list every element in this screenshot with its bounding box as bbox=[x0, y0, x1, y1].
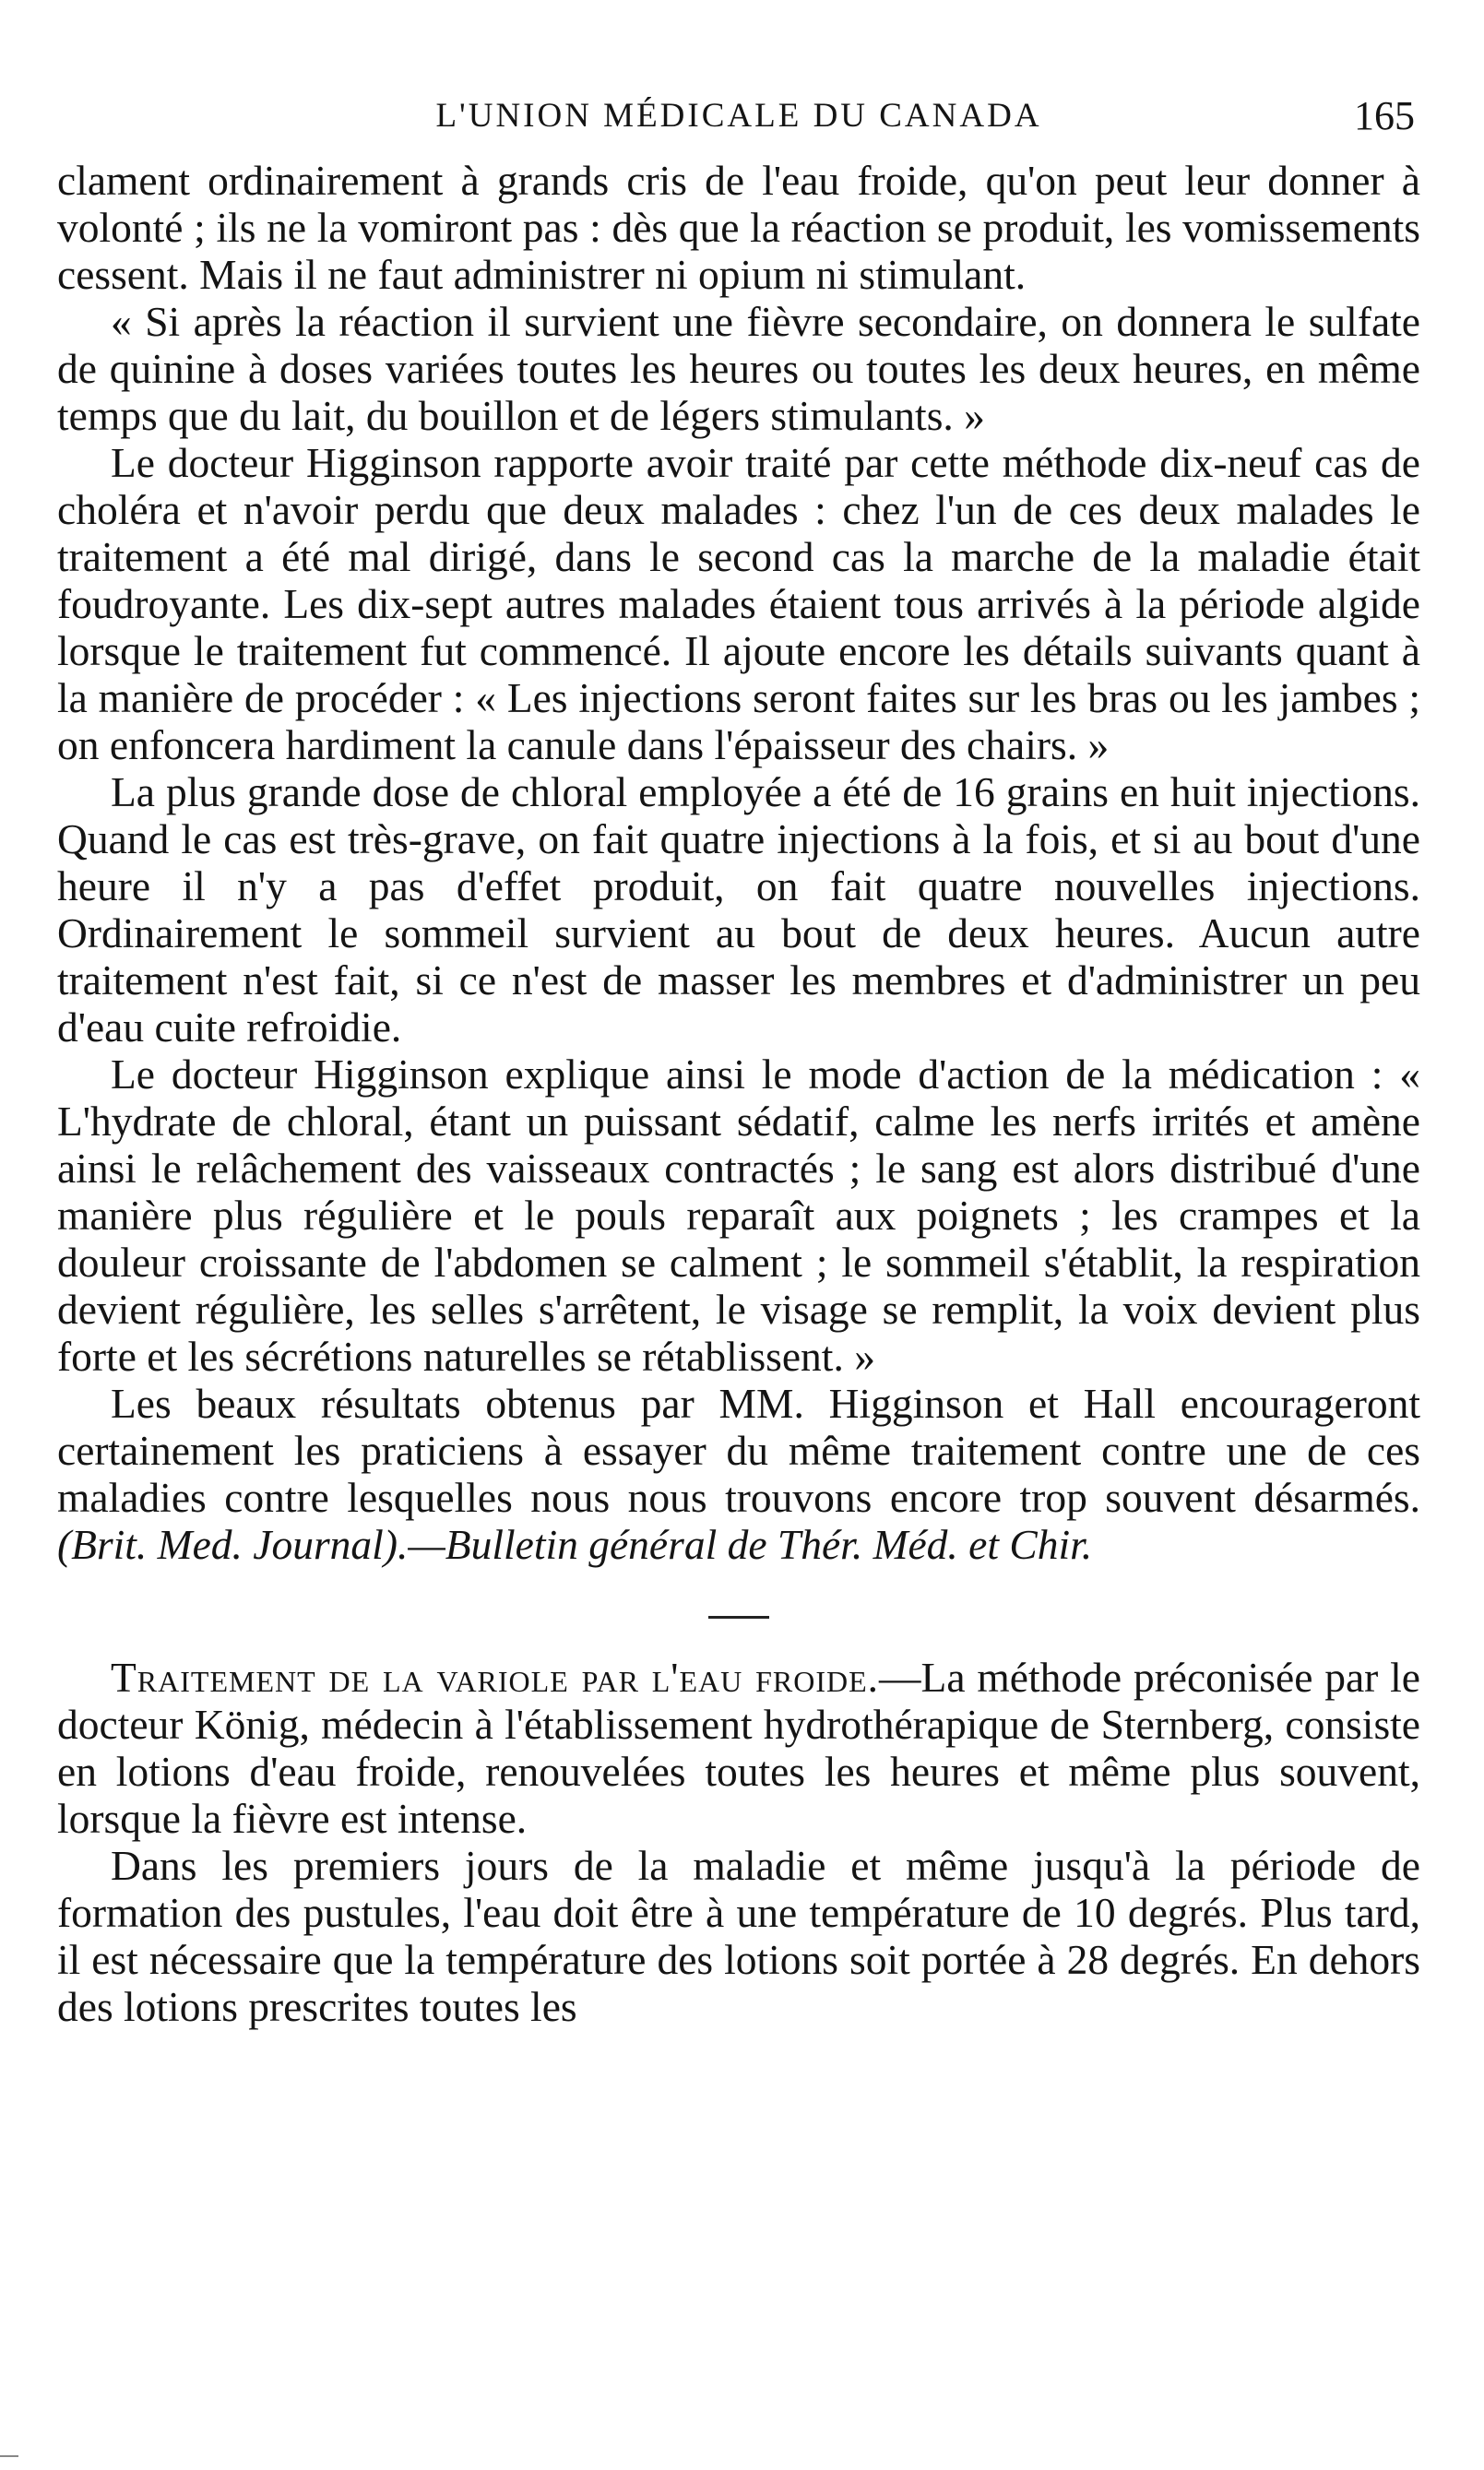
section-heading: Traitement de la variole par l'eau froide. bbox=[111, 1654, 880, 1701]
section-separator bbox=[708, 1616, 769, 1619]
page-number: 165 bbox=[1354, 93, 1415, 138]
paragraph-chloral-dose: La plus grande dose de chloral employée a été de 16 grains en huit injections. Quand le cas est très-grave, on fait quatre injections à la fois, et si au bout d'une heure il n'y a pas d'effet produit, on fait quatre nouvelles injections. Ordinairement le sommeil survient au bout de deux heures. Aucun autre traitement n'est fait, si ce n'est de masser les membres et d'administrer un peu d'eau cuite refroidie. bbox=[57, 768, 1420, 1051]
conclusion-text: Les beaux résultats obtenus par MM. Higginson et Hall encourageront certainement les praticiens à essayer du même traitement contre une de ces maladies contre lesquelles nous nous trouvons encore trop souvent désarmés. bbox=[57, 1380, 1420, 1521]
citation: (Brit. Med. Journal).—Bulletin général de Thér. Méd. et Chir. bbox=[57, 1521, 1093, 1568]
body-text bbox=[57, 157, 1420, 2030]
paragraph-mode-of-action: Le docteur Higginson explique ainsi le mode d'action de la médication : « L'hydrate de chloral, étant un puissant sédatif, calme les nerfs irrités et amène ainsi le relâchement des vaisseaux contractés ; le sang est alors distribué d'une manière plus régulière et le pouls reparaît aux poignets ; les crampes et la douleur croissante de l'abdomen se calment ; le sommeil s'établit, la respiration devient régulière, les selles s'arrêtent, le visage se remplit, la voix devient plus forte et les sécrétions naturelles se rétablissent. » bbox=[57, 1051, 1420, 1380]
document-page bbox=[57, 79, 1420, 2030]
section-paragraph-intro bbox=[57, 1654, 1420, 1842]
paragraph-quote-quinine: « Si après la réaction il survient une fièvre secondaire, on donnera le sulfate de quinine à doses variées toutes les heures ou toutes les deux heures, en même temps que du lait, du bouillon et de légers stimulants. » bbox=[57, 298, 1420, 439]
paragraph-continuation: clament ordinairement à grands cris de l'eau froide, qu'on peut leur donner à volonté ; ils ne la vomiront pas : dès que la réaction se produit, les vomissements cessent. Mais il ne faut administrer ni opium ni stimulant. bbox=[57, 157, 1420, 298]
paragraph-higginson-results: Le docteur Higginson rapporte avoir traité par cette méthode dix-neuf cas de choléra et n'avoir perdu que deux malades : chez l'un de ces deux malades le traitement a été mal dirigé, dans le second cas la marche de la maladie était foudroyante. Les dix-sept autres malades étaient tous arrivés à la période algide lorsque le traitement fut commencé. Il ajoute encore les détails suivants quant à la manière de procéder : « Les injections seront faites sur les bras ou les jambes ; on enfoncera hardiment la canule dans l'épaisseur des chairs. » bbox=[57, 439, 1420, 768]
page-edge-mark bbox=[0, 2455, 18, 2457]
section-intro-text: —La méthode préconisée par le docteur König, médecin à l'établissement hydrothérapique de Sternberg, consiste en lotions d'eau froide, renouvelées toutes les heures et même plus souvent, lorsque la fièvre est intense. bbox=[57, 1654, 1420, 1842]
running-title: L'UNION MÉDICALE DU CANADA bbox=[435, 97, 1042, 135]
paragraph-conclusion bbox=[57, 1380, 1420, 1568]
section-paragraph-temperature: Dans les premiers jours de la maladie et même jusqu'à la période de formation des pustules, l'eau doit être à une température de 10 degrés. Plus tard, il est nécessaire que la température des lotions soit portée à 28 degrés. En dehors des lotions prescrites toutes les bbox=[57, 1842, 1420, 2030]
running-header bbox=[57, 79, 1420, 144]
